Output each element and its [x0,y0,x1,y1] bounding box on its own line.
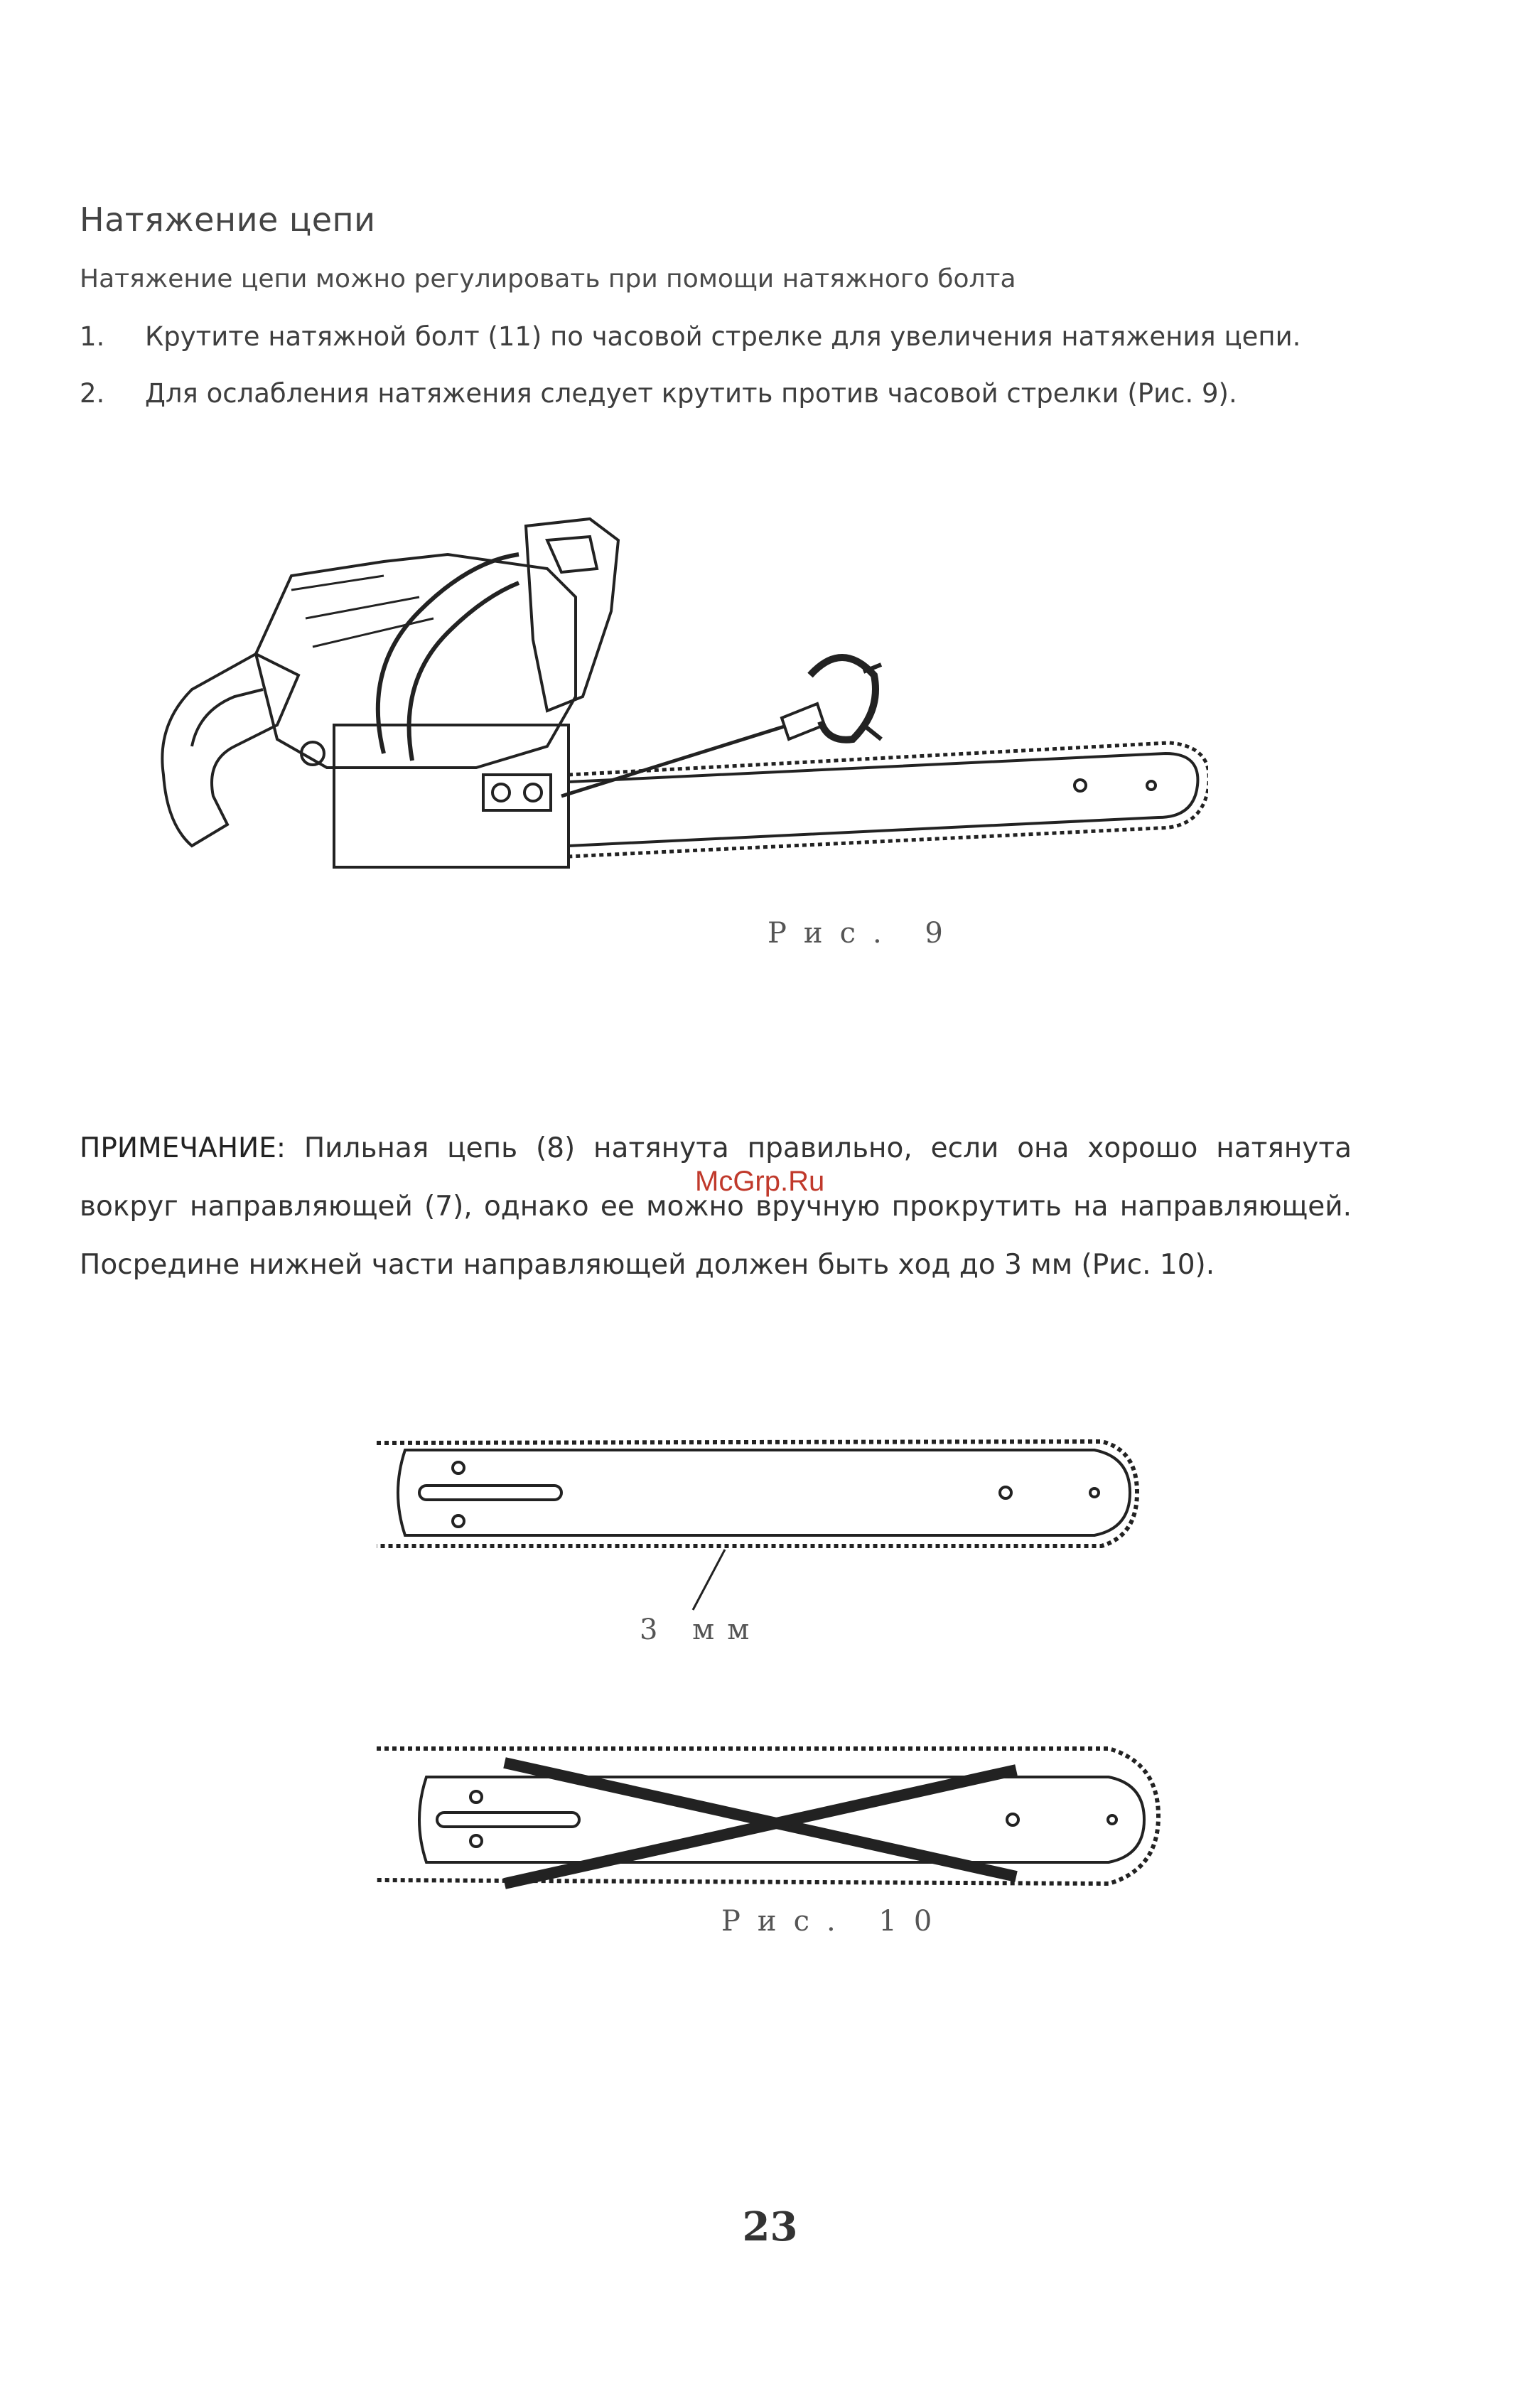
intro-text: Натяжение цепи можно регулировать при помощи натяжного болта [80,264,1016,294]
figure-10-dimension-label: 3 мм [640,1614,763,1646]
cross-line-1 [505,1763,1016,1877]
step-2 [80,378,1237,409]
figure-9-caption: Рис. 9 [768,917,960,950]
figure-10-bar-incorrect [370,1734,1173,1905]
step-2-number: 2. [80,378,105,409]
figure-9-chainsaw [149,512,1208,896]
cross-line-2 [505,1770,1016,1884]
figure-10-caption: Рис. 10 [721,1905,949,1938]
step-1 [80,321,1301,352]
note-text: Пильная цепь (8) натянута правильно, если она хорошо натянута вокруг направляющей (7), однако ее можно вручную прокрутить на направляющей. Посредине нижней части направляющей должен быть ход до 3 мм (Рис. 10). [80,1132,1352,1281]
step-2-text: Для ослабления натяжения следует крутить против часовой стрелки (Рис. 9). [145,378,1237,409]
step-1-number: 1. [80,321,105,352]
section-heading: Натяжение цепи [80,200,376,239]
watermark: McGrp.Ru [695,1166,825,1197]
note-keyword: ПРИМЕЧАНИЕ: [80,1132,286,1164]
page-number: 23 [742,2203,798,2250]
note-paragraph [80,1120,1352,1294]
step-1-text: Крутите натяжной болт (11) по часовой стрелке для увеличения натяжения цепи. [145,321,1301,352]
